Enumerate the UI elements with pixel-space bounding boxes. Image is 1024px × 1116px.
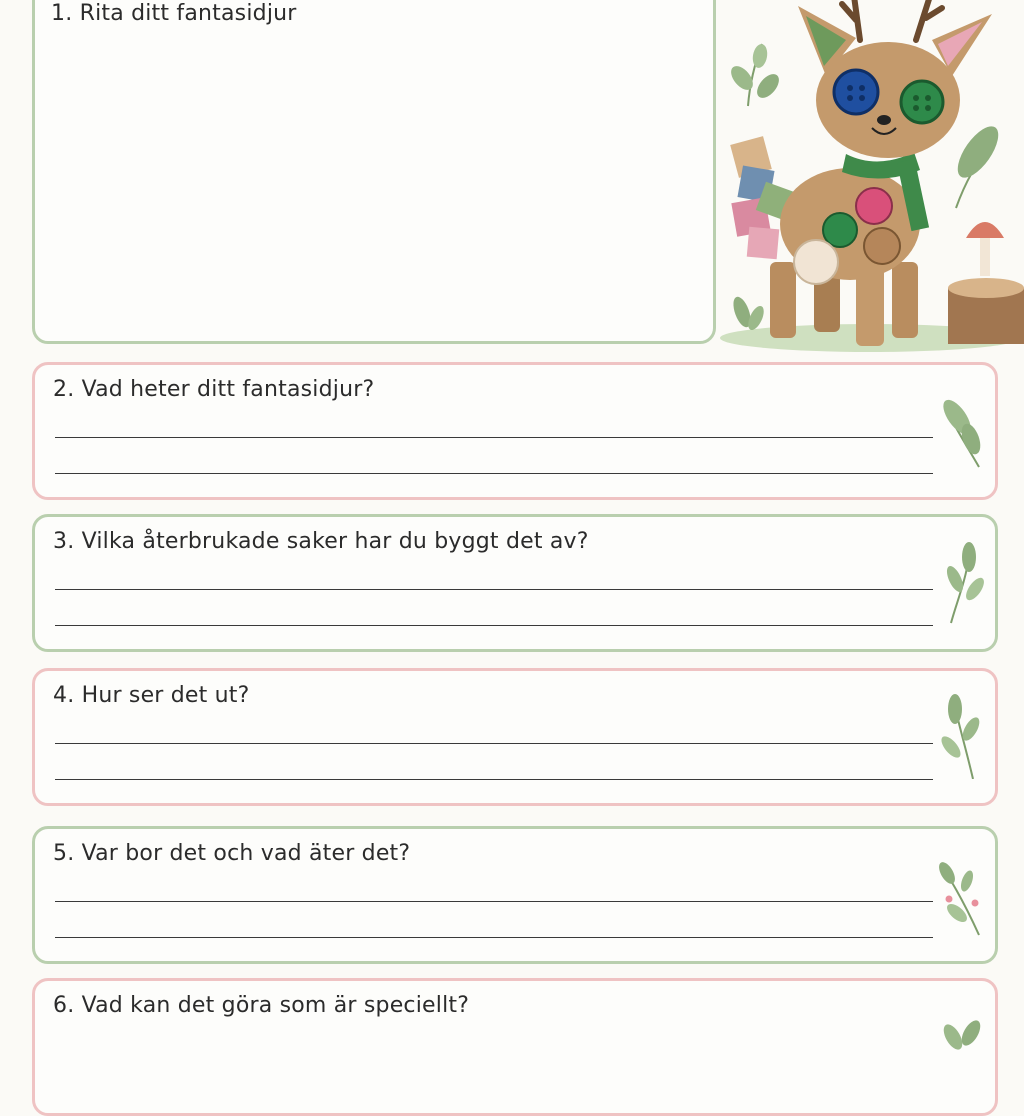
- answer-line[interactable]: [55, 589, 933, 590]
- answer-line[interactable]: [55, 437, 933, 438]
- answer-line[interactable]: [55, 625, 933, 626]
- leaf-sprig-icon: [950, 120, 1006, 208]
- question-2-label: 2. Vad heter ditt fantasidjur?: [53, 377, 375, 402]
- answer-line[interactable]: [55, 779, 933, 780]
- leaf-sprig-icon: [935, 1003, 987, 1089]
- question-6-card: [32, 978, 998, 1116]
- answer-line[interactable]: [55, 901, 933, 902]
- leaf-sprig-icon: [727, 43, 783, 106]
- drawing-area[interactable]: [32, 0, 716, 344]
- question-2-card: [32, 362, 998, 500]
- leaf-sprig-icon: [935, 387, 987, 473]
- answer-line[interactable]: [55, 937, 933, 938]
- question-4-card: [32, 668, 998, 806]
- leaf-sprig-icon: [935, 539, 987, 625]
- patchwork-deer-illustration: [720, 0, 1024, 360]
- question-3-card: [32, 514, 998, 652]
- tree-stump-icon: [948, 278, 1024, 344]
- leaf-sprig-icon: [730, 295, 767, 333]
- answer-line[interactable]: [55, 473, 933, 474]
- question-4-label: 4. Hur ser det ut?: [53, 683, 250, 708]
- answer-line[interactable]: [55, 743, 933, 744]
- leaf-sprig-icon: [935, 693, 987, 779]
- berry-sprig-icon: [935, 851, 987, 937]
- question-6-label: 6. Vad kan det göra som är speciellt?: [53, 993, 470, 1018]
- question-5-card: [32, 826, 998, 964]
- mushroom-icon: [966, 222, 1004, 276]
- question-3-label: 3. Vilka återbrukade saker har du byggt det av?: [53, 529, 589, 554]
- question-1-label: 1. Rita ditt fantasidjur: [51, 1, 297, 26]
- question-5-label: 5. Var bor det och vad äter det?: [53, 841, 411, 866]
